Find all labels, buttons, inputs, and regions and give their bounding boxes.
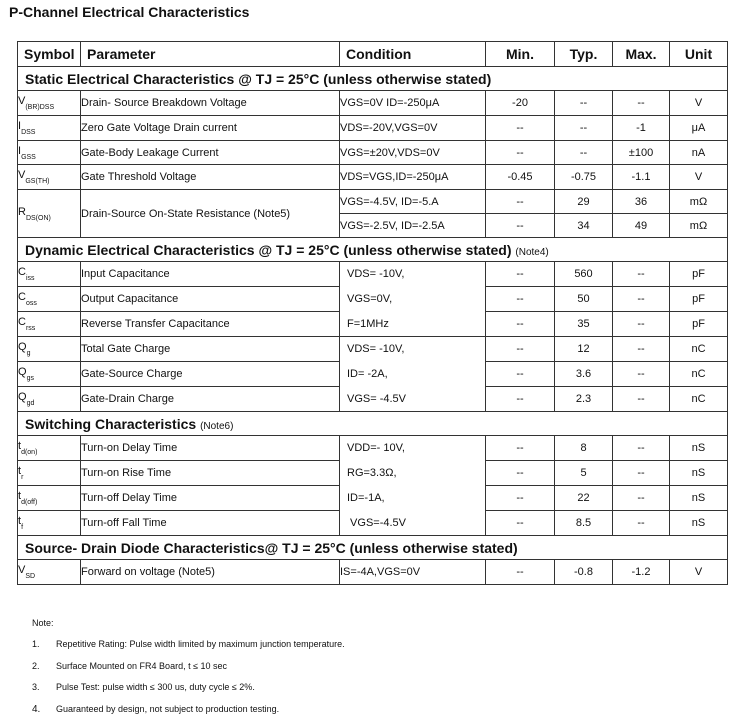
symbol-cell: $I_{GSS}$ — [18, 141, 81, 165]
condition-cell: VGS=-4.5V, ID=-5.A — [340, 190, 486, 214]
symbol-cell: $Q_{gd}$ — [18, 387, 81, 412]
min-cell: -- — [486, 362, 555, 387]
unit-cell: V — [670, 165, 728, 190]
typ-cell: 3.6 — [555, 362, 613, 387]
max-cell: -1.2 — [613, 560, 670, 585]
min-cell: -- — [486, 116, 555, 141]
table-row — [18, 116, 728, 141]
unit-cell: V — [670, 91, 728, 116]
typ-cell: 560 — [555, 262, 613, 287]
max-cell: -- — [613, 262, 670, 287]
symbol-cell: $I_{DSS}$ — [18, 116, 81, 141]
symbol-cell: $t_{d(off)}$ — [18, 486, 81, 511]
min-cell: -- — [486, 337, 555, 362]
condition-cell: VDS=VGS,ID=-250μA — [340, 165, 486, 190]
parameter-cell: Turn-off Fall Time — [81, 511, 340, 536]
header-symbol: Symbol — [18, 42, 81, 67]
section-diode — [18, 536, 728, 560]
section-title: Switching Characteristics (Note6) — [18, 412, 728, 436]
typ-cell: -0.75 — [555, 165, 613, 190]
parameter-cell: Forward on voltage (Note5) — [81, 560, 340, 585]
unit-cell: nC — [670, 337, 728, 362]
condition-cell: VDS= -10V, ID= -2A, VGS= -4.5V — [340, 337, 486, 412]
parameter-cell: Output Capacitance — [81, 287, 340, 312]
table-row — [18, 190, 728, 214]
parameter-cell: Gate-Drain Charge — [81, 387, 340, 412]
min-cell: -- — [486, 436, 555, 461]
unit-cell: μA — [670, 116, 728, 141]
header-min: Min. — [486, 42, 555, 67]
symbol-cell: $C_{oss}$ — [18, 287, 81, 312]
min-cell: -- — [486, 387, 555, 412]
table-row — [18, 560, 728, 585]
condition-cell: VDS=-20V,VGS=0V — [340, 116, 486, 141]
parameter-cell: Total Gate Charge — [81, 337, 340, 362]
min-cell: -20 — [486, 91, 555, 116]
condition-cell: VGS=±20V,VDS=0V — [340, 141, 486, 165]
typ-cell: -- — [555, 141, 613, 165]
section-title: Source- Drain Diode Characteristics@ TJ = 25°C (unless otherwise stated) — [18, 536, 728, 560]
table-header-row — [18, 42, 728, 67]
symbol-cell: $t_r$ — [18, 461, 81, 486]
max-cell: -- — [613, 287, 670, 312]
typ-cell: 34 — [555, 214, 613, 238]
unit-cell: pF — [670, 312, 728, 337]
table-row — [18, 91, 728, 116]
unit-cell: V — [670, 560, 728, 585]
max-cell: -- — [613, 436, 670, 461]
symbol-cell: $C_{rss}$ — [18, 312, 81, 337]
header-condition: Condition — [340, 42, 486, 67]
min-cell: -- — [486, 486, 555, 511]
page-title: P-Channel Electrical Characteristics — [9, 4, 250, 20]
symbol-cell: $V_{GS(TH)}$ — [18, 165, 81, 190]
min-cell: -- — [486, 262, 555, 287]
note-item: 4. Guaranteed by design, not subject to production testing. — [32, 703, 280, 715]
min-cell: -- — [486, 461, 555, 486]
min-cell: -- — [486, 214, 555, 238]
characteristics-table — [17, 41, 728, 585]
min-cell: -- — [486, 190, 555, 214]
max-cell: ±100 — [613, 141, 670, 165]
note-item: 3. Pulse Test: pulse width ≤ 300 us, duty cycle ≤ 2%. — [32, 682, 255, 693]
header-unit: Unit — [670, 42, 728, 67]
symbol-cell: $Q_g$ — [18, 337, 81, 362]
parameter-cell: Turn-off Delay Time — [81, 486, 340, 511]
typ-cell: 8 — [555, 436, 613, 461]
parameter-cell: Turn-on Delay Time — [81, 436, 340, 461]
section-dynamic — [18, 238, 728, 262]
symbol-cell: $t_{d(on)}$ — [18, 436, 81, 461]
typ-cell: 22 — [555, 486, 613, 511]
parameter-cell: Gate-Body Leakage Current — [81, 141, 340, 165]
symbol-cell: $Q_{gs}$ — [18, 362, 81, 387]
table-row — [18, 436, 728, 461]
min-cell: -- — [486, 312, 555, 337]
unit-cell: nS — [670, 511, 728, 536]
typ-cell: 29 — [555, 190, 613, 214]
parameter-cell: Gate Threshold Voltage — [81, 165, 340, 190]
typ-cell: 5 — [555, 461, 613, 486]
symbol-cell: $t_f$ — [18, 511, 81, 536]
table-row — [18, 165, 728, 190]
table-row — [18, 337, 728, 362]
max-cell: -- — [613, 362, 670, 387]
condition-cell: VGS=0V ID=-250μA — [340, 91, 486, 116]
max-cell: -1.1 — [613, 165, 670, 190]
section-title: Dynamic Electrical Characteristics @ TJ = 25°C (unless otherwise stated) (Note4) — [18, 238, 728, 262]
max-cell: -- — [613, 461, 670, 486]
max-cell: -- — [613, 486, 670, 511]
unit-cell: nS — [670, 486, 728, 511]
typ-cell: 50 — [555, 287, 613, 312]
typ-cell: 8.5 — [555, 511, 613, 536]
section-switching — [18, 412, 728, 436]
max-cell: -1 — [613, 116, 670, 141]
section-title: Static Electrical Characteristics @ TJ = 25°C (unless otherwise stated) — [18, 67, 728, 91]
condition-cell: VDD=- 10V, RG=3.3Ω, ID=-1A, VGS=-4.5V — [340, 436, 486, 536]
unit-cell: nS — [670, 436, 728, 461]
max-cell: 49 — [613, 214, 670, 238]
table-row — [18, 262, 728, 287]
symbol-cell: $R_{DS(ON)}$ — [18, 190, 81, 238]
parameter-cell: Gate-Source Charge — [81, 362, 340, 387]
max-cell: -- — [613, 511, 670, 536]
typ-cell: -0.8 — [555, 560, 613, 585]
condition-cell: VDS= -10V, VGS=0V, F=1MHz — [340, 262, 486, 337]
typ-cell: -- — [555, 116, 613, 141]
header-typ: Typ. — [555, 42, 613, 67]
min-cell: -- — [486, 560, 555, 585]
min-cell: -- — [486, 141, 555, 165]
symbol-cell: $C_{iss}$ — [18, 262, 81, 287]
typ-cell: -- — [555, 91, 613, 116]
condition-cell: IS=-4A,VGS=0V — [340, 560, 486, 585]
parameter-cell: Zero Gate Voltage Drain current — [81, 116, 340, 141]
typ-cell: 2.3 — [555, 387, 613, 412]
max-cell: -- — [613, 91, 670, 116]
section-static — [18, 67, 728, 91]
max-cell: 36 — [613, 190, 670, 214]
parameter-cell: Turn-on Rise Time — [81, 461, 340, 486]
header-max: Max. — [613, 42, 670, 67]
unit-cell: mΩ — [670, 214, 728, 238]
unit-cell: nA — [670, 141, 728, 165]
parameter-cell: Reverse Transfer Capacitance — [81, 312, 340, 337]
note-item: 1. Repetitive Rating: Pulse width limited by maximum junction temperature. — [32, 639, 345, 649]
note-item: 2. Surface Mounted on FR4 Board, t ≤ 10 sec — [32, 660, 228, 671]
unit-cell: nS — [670, 461, 728, 486]
parameter-cell: Drain- Source Breakdown Voltage — [81, 91, 340, 116]
unit-cell: mΩ — [670, 190, 728, 214]
typ-cell: 35 — [555, 312, 613, 337]
symbol-cell: $V_{SD}$ — [18, 560, 81, 585]
min-cell: -- — [486, 511, 555, 536]
typ-cell: 12 — [555, 337, 613, 362]
header-parameter: Parameter — [81, 42, 340, 67]
max-cell: -- — [613, 387, 670, 412]
table-row — [18, 141, 728, 165]
condition-cell: VGS=-2.5V, ID=-2.5A — [340, 214, 486, 238]
unit-cell: pF — [670, 287, 728, 312]
max-cell: -- — [613, 337, 670, 362]
min-cell: -- — [486, 287, 555, 312]
min-cell: -0.45 — [486, 165, 555, 190]
parameter-cell: Drain-Source On-State Resistance (Note5) — [81, 190, 340, 238]
symbol-cell: $V_{(BR)DSS}$ — [18, 91, 81, 116]
unit-cell: nC — [670, 387, 728, 412]
parameter-cell: Input Capacitance — [81, 262, 340, 287]
unit-cell: pF — [670, 262, 728, 287]
unit-cell: nC — [670, 362, 728, 387]
notes-heading: Note: — [32, 618, 54, 628]
max-cell: -- — [613, 312, 670, 337]
notes-block — [32, 618, 345, 726]
